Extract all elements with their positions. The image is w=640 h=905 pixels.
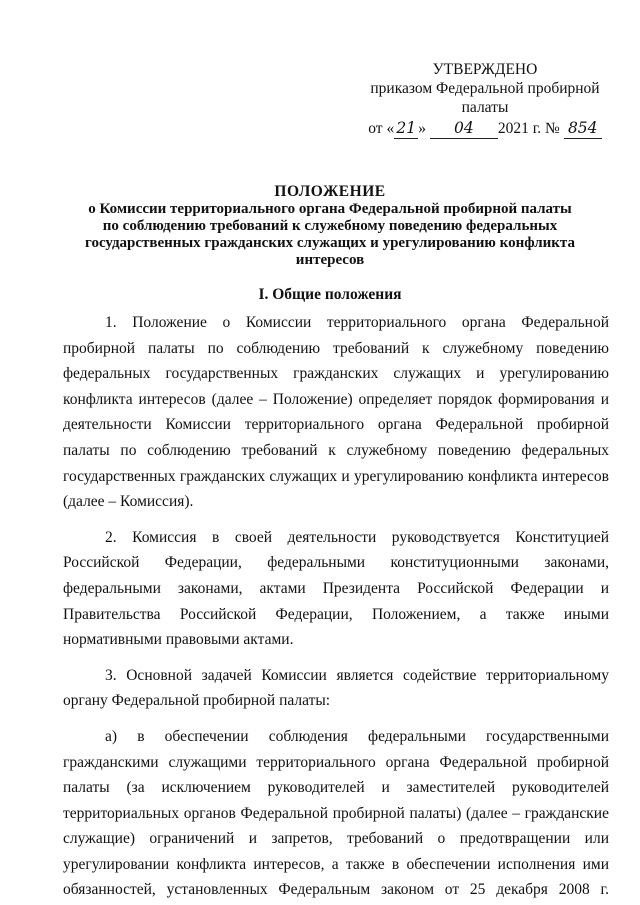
approval-label: УТВЕРЖДЕНО	[432, 61, 538, 78]
handwritten-month: 04	[430, 119, 498, 139]
date-year: 2021 г. №	[497, 120, 560, 137]
paragraph-3a: а) в обеспечении соблюдения федеральными государственными гражданскими служащими территориального органа Федеральной пробирной палаты (за исключением руководителей и заместителей руководителей территориальных органов Федеральной пробирной палаты) (далее – гражданские служащие) ограничений и запретов, требований о предотвращении или урегулировании конфликта интересов, а также в обеспечении исполнения ими обязанностей, установленных Федеральным законом от 25 декабря 2008 г.	[63, 727, 609, 899]
approval-org-line: палаты	[461, 99, 509, 116]
title-line: о Комиссии территориального органа Федеральной пробирной палаты	[88, 201, 572, 217]
paragraph-1: 1. Положение о Комиссии территориального органа Федеральной пробирной палаты по соблюдению требований к служебному поведению федеральных государственных гражданских служащих и урегулированию конфликта интересов (далее – Положение) определяет порядок формирования и деятельности Комиссии территориального органа Федеральной пробирной палаты по соблюдению требований к служебному поведению федеральных государственных гражданских служащих и урегулированию конфликта интересов (далее – Комиссия).	[63, 314, 609, 511]
title-line: государственных гражданских служащих и урегулированию конфликта	[85, 235, 575, 251]
date-separator: »	[418, 120, 426, 137]
paragraph-2: 2. Комиссия в своей деятельности руководствуется Конституцией Российской Федерации, федеральными конституционными законами, федеральными законами, актами Президента Российской Федерации и Правительства Российской Федерации, Положением, а также иными нормативными правовыми актами.	[63, 528, 609, 649]
date-prefix: от «	[368, 120, 395, 137]
approval-date-line	[360, 119, 610, 139]
title-line: интересов	[295, 252, 365, 268]
approval-stamp	[360, 60, 610, 139]
document-title	[60, 183, 600, 269]
title-line: по соблюдению требований к служебному поведению федеральных	[102, 218, 558, 234]
document-body	[63, 310, 609, 903]
title-main: ПОЛОЖЕНИЕ	[274, 183, 386, 200]
approval-order-line: приказом Федеральной пробирной	[370, 80, 600, 97]
section-heading: I. Общие положения	[258, 286, 402, 303]
handwritten-order-number: 854	[564, 119, 602, 139]
handwritten-day: 21	[394, 119, 418, 139]
paragraph-3: 3. Основной задачей Комиссии является содействие территориальному органу Федеральной пробирной палаты:	[63, 666, 609, 710]
